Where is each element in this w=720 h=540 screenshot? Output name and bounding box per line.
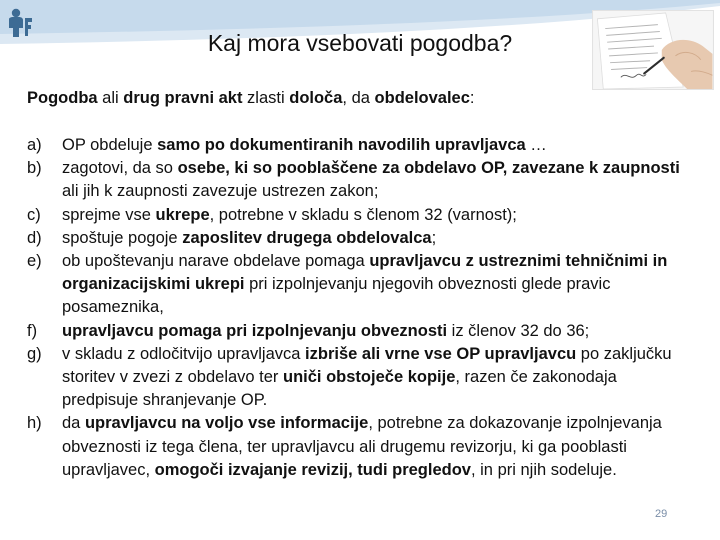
list-item-label: b)	[27, 159, 42, 178]
intro-term-contract: Pogodba	[27, 89, 98, 107]
list-item: f) upravljavcu pomaga pri izpolnjevanju obveznosti iz členov 32 do 36;	[27, 320, 697, 343]
list-item-label: d)	[27, 228, 42, 247]
processor-obligations-list	[27, 134, 697, 482]
list-item-label: e)	[27, 252, 42, 271]
list-item-label: g)	[27, 344, 42, 363]
list-item-label: f)	[27, 321, 38, 340]
intro-text: ali	[97, 89, 124, 107]
intro-text: , da	[342, 89, 375, 107]
list-item-label: h)	[27, 414, 42, 433]
list-item: h) da upravljavcu na voljo vse informacije, potrebne za dokazovanje izpolnjevanja obveznosti iz tega člena, ter upravljavcu ali drugemu revizorju, ki ga pooblasti upravljavec, omogoči izvajanje revizij, tudi pregledov, in pri njih sodeluje.	[27, 414, 662, 479]
hand-signing-document-photo	[592, 10, 714, 90]
slide-title: Kaj mora vsebovati pogodba?	[207, 30, 513, 56]
person-figure-logo-icon	[4, 6, 40, 42]
list-item: c) sprejme vse ukrepe, potrebne v skladu s členom 32 (varnost);	[27, 204, 697, 227]
intro-term-determines: določa	[289, 89, 343, 107]
intro-sentence	[27, 88, 587, 108]
list-item-label: a)	[27, 136, 42, 154]
list-item: b) zagotovi, da so osebe, ki so pooblaščene za obdelavo OP, zavezane k zaupnosti ali jih k zaupnosti zavezuje ustrezen zakon;	[27, 159, 680, 201]
intro-term-legal-act: drug pravni akt	[123, 89, 243, 107]
intro-text: zlasti	[242, 89, 290, 107]
list-item: d) spoštuje pogoje zaposlitev drugega obdelovalca;	[27, 227, 697, 250]
list-item-label: c)	[27, 205, 41, 224]
page-number: 29	[655, 508, 668, 520]
intro-text: :	[469, 89, 475, 107]
list-item: a) OP obdeluje samo po dokumentiranih navodilih upravljavca …	[27, 134, 697, 157]
list-item: e) ob upoštevanju narave obdelave pomaga upravljavcu z ustreznimi tehničnimi in organizacijskimi ukrepi pri izpolnjevanju njegovih obveznosti glede pravic posameznika,	[27, 252, 668, 317]
intro-term-processor: obdelovalec	[374, 89, 470, 107]
list-item: g) v skladu z odločitvijo upravljavca izbriše ali vrne vse OP upravljavcu po zaključku storitev v zvezi z obdelavo ter uniči obstoječe kopije, razen če zakonodaja predpisuje shranjevanje OP.	[27, 344, 672, 410]
